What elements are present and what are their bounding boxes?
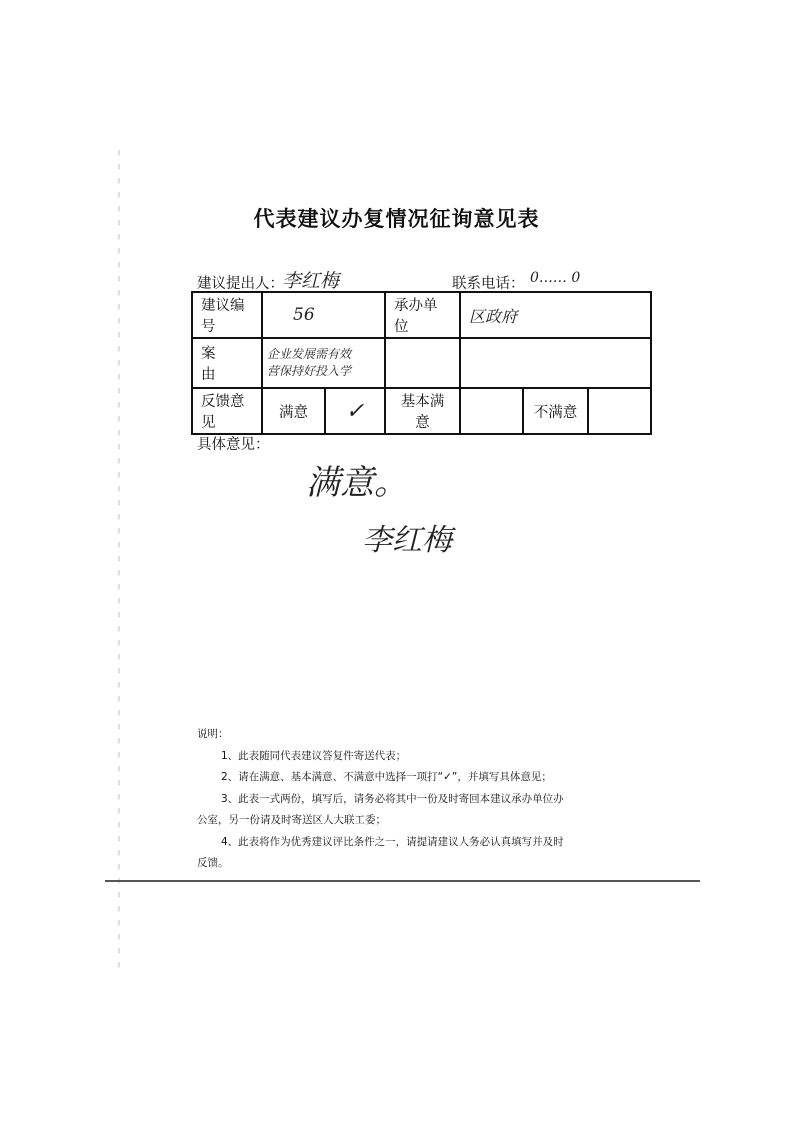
empty-cell — [460, 338, 651, 388]
unsatisfied-label: 不满意 — [523, 388, 588, 434]
note-item-1: 1、此表随同代表建议答复件寄送代表； — [221, 749, 407, 762]
table-row — [192, 388, 651, 434]
satisfied-checkmark: ✓ — [325, 388, 385, 434]
number-value: 56 — [262, 292, 385, 338]
feedback-form-table — [191, 291, 652, 435]
opinion-text: 满意。 — [306, 463, 408, 503]
proposer-label: 建议提出人： — [197, 276, 284, 292]
basic-satisfied-check-cell — [460, 388, 523, 434]
bottom-rule — [105, 880, 700, 882]
note-item-3: 3、此表一式两份，填写后，请务必将其中一份及时寄回本建议承办单位办 — [221, 792, 564, 805]
notes-section — [197, 724, 617, 875]
note-item-3-continued: 公室，另一份请及时寄送区人大联工委； — [197, 814, 386, 826]
satisfied-label: 满意 — [262, 388, 325, 434]
phone-label: 联系电话： — [452, 276, 525, 292]
signature: 李红梅 — [362, 523, 452, 558]
page-title: 代表建议办复情况征询意见表 — [253, 207, 540, 231]
basic-satisfied-label: 基本满意 — [385, 388, 460, 434]
opinion-label: 具体意见： — [197, 437, 270, 453]
unsatisfied-check-cell — [588, 388, 651, 434]
note-item-4-continued: 反馈。 — [197, 857, 229, 869]
subject-line-2: 营保持好投入学 — [267, 364, 352, 378]
unit-label: 承办单位 — [385, 292, 460, 338]
feedback-label: 反馈意见 — [192, 388, 262, 434]
table-row — [192, 338, 651, 388]
note-item-4: 4、此表将作为优秀建议评比条件之一，请提请建议人务必认真填写并及时 — [221, 835, 564, 848]
proposer-value: 李红梅 — [282, 270, 340, 292]
subject-label: 案 由 — [192, 338, 262, 388]
scan-edge-artifact — [118, 150, 120, 970]
unit-value: 区政府 — [460, 292, 651, 338]
table-row — [192, 292, 651, 338]
subject-line-1: 企业发展需有效 — [267, 347, 352, 361]
number-label: 建议编号 — [192, 292, 262, 338]
phone-value: 0…… 0 — [530, 270, 581, 286]
empty-cell — [385, 338, 460, 388]
subject-value — [262, 338, 385, 388]
notes-heading: 说明： — [197, 728, 229, 740]
note-item-2: 2、请在满意、基本满意、不满意中选择一项打“✓”，并填写具体意见； — [221, 771, 552, 783]
